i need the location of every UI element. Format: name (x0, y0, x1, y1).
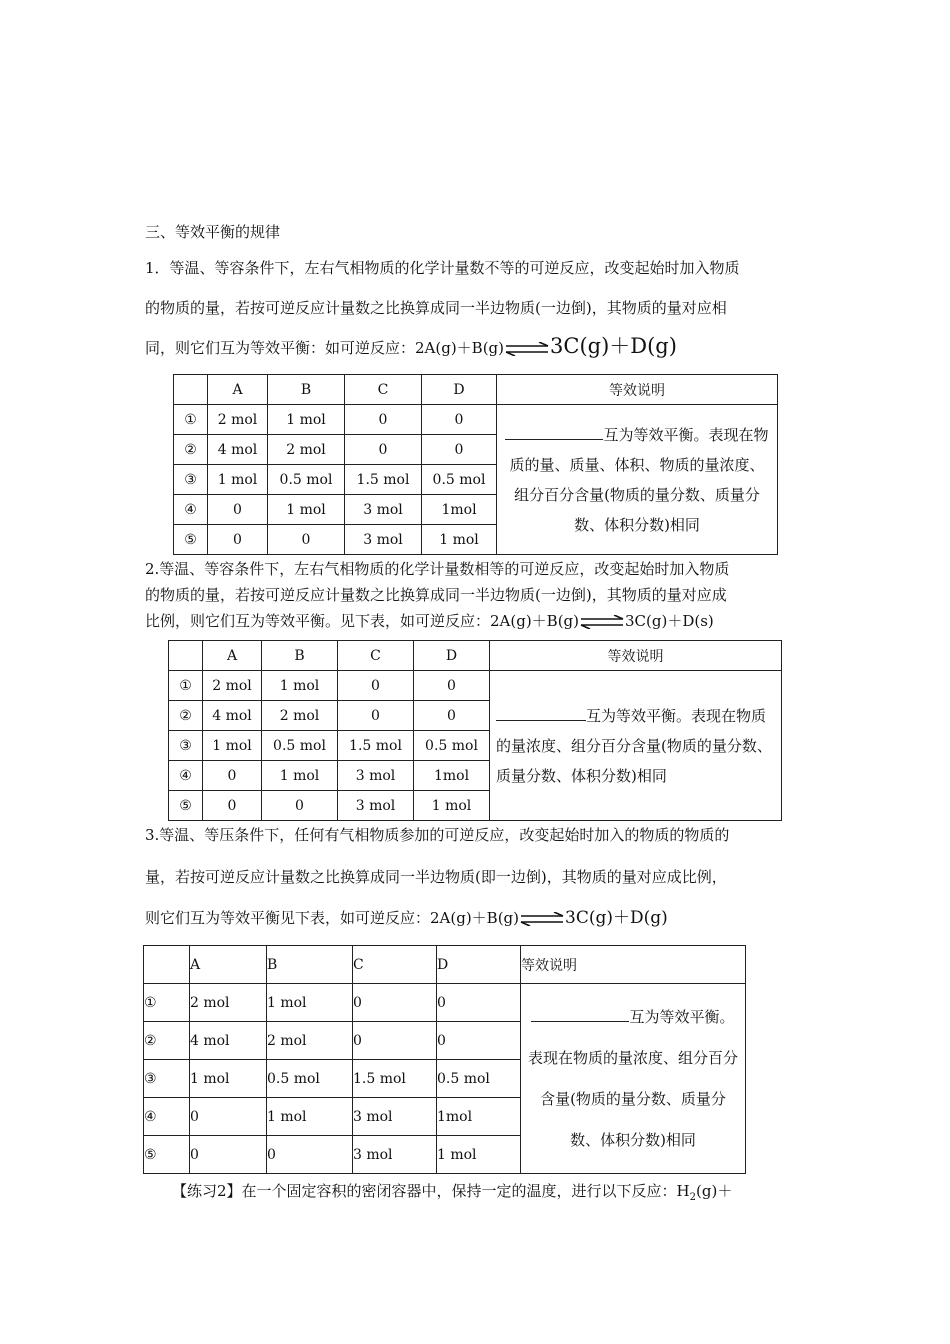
header-cell: C (338, 641, 414, 671)
cell-a: 1 mol (190, 1060, 267, 1098)
header-cell: C (353, 946, 437, 984)
answer-blank[interactable] (496, 706, 586, 721)
header-cell: C (345, 375, 422, 405)
header-cell: D (422, 375, 497, 405)
row-index: ① (169, 671, 203, 701)
cell-b: 1 mol (268, 495, 345, 525)
cell-d: 1 mol (422, 525, 497, 555)
cell-d: 0 (437, 1022, 521, 1060)
rule2-line1: 2.等温、等容条件下，左右气相物质的化学计量数相等的可逆反应，改变起始时加入物质 (145, 560, 730, 578)
equilibrium-arrow-icon (520, 912, 564, 926)
row-index: ⑤ (169, 791, 203, 821)
row-index: ⑤ (174, 525, 208, 555)
cell-b: 1 mol (268, 405, 345, 435)
note-text: 互为等效平衡。表现在物质的量浓度、组分百分含量(物质的量分数、质量分数、体积分数)相同 (496, 706, 772, 785)
cell-a: 2 mol (203, 671, 262, 701)
cell-a: 0 (208, 525, 268, 555)
rule1-reactants: 同，则它们互为等效平衡：如可逆反应：2A(g)＋B(g) (145, 339, 505, 357)
section-heading: 三、等效平衡的规律 (145, 223, 281, 241)
cell-c: 3 mol (338, 791, 414, 821)
equivalence-note (521, 984, 746, 1174)
row-index: ③ (174, 465, 208, 495)
rule1-products: 3C(g)＋D(g) (550, 334, 677, 358)
cell-c: 0 (345, 435, 422, 465)
row-index: ④ (169, 761, 203, 791)
cell-d: 0 (422, 405, 497, 435)
exercise-text: 在一个固定容积的密闭容器中，保持一定的温度，进行以下反应：H (241, 1182, 690, 1200)
cell-d: 0 (422, 435, 497, 465)
cell-b: 2 mol (262, 701, 338, 731)
note-text: 互为等效平衡。表现在物质的量、质量、体积、物质的量浓度、组分百分含量(物质的量分数、质量分数、体积分数)相同 (509, 425, 769, 534)
cell-a: 4 mol (203, 701, 262, 731)
rule3-products: 3C(g)＋D(g) (565, 908, 668, 928)
table-row (144, 984, 746, 1022)
cell-b: 2 mol (268, 435, 345, 465)
equilibrium-arrow-icon (505, 342, 549, 356)
row-index: ② (174, 435, 208, 465)
cell-a: 0 (190, 1098, 267, 1136)
table-header-row (144, 946, 746, 984)
rule2-line3 (145, 611, 810, 631)
table-header-row (169, 641, 782, 671)
rule3-line2: 量，若按可逆反应计量数之比换算成同一半边物质(即一边倒)，其物质的量对应成比例， (145, 868, 727, 886)
header-cell: A (190, 946, 267, 984)
cell-d: 1mol (437, 1098, 521, 1136)
rule2-reactants: 比例，则它们互为等效平衡。见下表，如可逆反应：2A(g)＋B(g) (145, 612, 580, 630)
cell-d: 0.5 mol (437, 1060, 521, 1098)
cell-d: 1 mol (437, 1136, 521, 1174)
header-cell: D (437, 946, 521, 984)
cell-b: 0.5 mol (267, 1060, 353, 1098)
equivalence-note (497, 405, 778, 555)
equivalence-note (490, 671, 782, 821)
header-cell: B (267, 946, 353, 984)
cell-a: 0 (190, 1136, 267, 1174)
table-1 (173, 374, 778, 555)
rule1-line1: 1．等温、等容条件下，左右气相物质的化学计量数不等的可逆反应，改变起始时加入物质 (145, 259, 740, 277)
table-3 (143, 945, 746, 1174)
cell-c: 3 mol (353, 1098, 437, 1136)
cell-a: 0 (203, 791, 262, 821)
rule1-line3 (145, 336, 810, 358)
cell-d: 0 (437, 984, 521, 1022)
exercise-tail: (g)＋ (696, 1182, 733, 1200)
answer-blank[interactable] (505, 425, 603, 440)
cell-d: 0 (414, 671, 490, 701)
cell-a: 0 (208, 495, 268, 525)
header-cell: B (262, 641, 338, 671)
cell-a: 4 mol (208, 435, 268, 465)
rule3-line1: 3.等温、等压条件下，任何有气相物质参加的可逆反应，改变起始时加入的物质的物质的 (145, 826, 730, 844)
cell-a: 1 mol (203, 731, 262, 761)
cell-c: 3 mol (345, 525, 422, 555)
cell-c: 0 (338, 701, 414, 731)
row-index: ③ (144, 1060, 190, 1098)
cell-b: 1 mol (267, 984, 353, 1022)
exercise-subscript: 2 (689, 1192, 697, 1203)
cell-c: 3 mol (353, 1136, 437, 1174)
header-cell (174, 375, 208, 405)
exercise-label: 【练习2】 (172, 1182, 242, 1200)
cell-c: 0 (353, 1022, 437, 1060)
rule2-line2: 的物质的量，若按可逆反应计量数之比换算成同一半边物质(一边倒)，其物质的量对应成 (145, 586, 727, 604)
cell-d: 0.5 mol (414, 731, 490, 761)
cell-b: 0.5 mol (268, 465, 345, 495)
header-cell: D (414, 641, 490, 671)
header-cell: 等效说明 (490, 641, 782, 671)
cell-b: 0 (268, 525, 345, 555)
header-cell: 等效说明 (497, 375, 778, 405)
header-cell (144, 946, 190, 984)
cell-c: 0 (353, 984, 437, 1022)
cell-b: 0 (267, 1136, 353, 1174)
cell-b: 1 mol (262, 761, 338, 791)
table-2 (168, 640, 782, 821)
row-index: ④ (144, 1098, 190, 1136)
cell-b: 2 mol (267, 1022, 353, 1060)
header-cell: 等效说明 (521, 946, 746, 984)
row-index: ① (174, 405, 208, 435)
rule3-reactants: 则它们互为等效平衡见下表，如可逆反应：2A(g)＋B(g) (145, 909, 520, 927)
equilibrium-arrow-icon (580, 615, 624, 629)
cell-b: 0 (262, 791, 338, 821)
cell-a: 2 mol (190, 984, 267, 1022)
cell-c: 1.5 mol (345, 465, 422, 495)
cell-a: 0 (203, 761, 262, 791)
cell-c: 1.5 mol (338, 731, 414, 761)
row-index: ① (144, 984, 190, 1022)
rule3-line3 (145, 908, 810, 928)
table-row (174, 405, 778, 435)
cell-d: 1mol (414, 761, 490, 791)
cell-c: 0 (345, 405, 422, 435)
answer-blank[interactable] (531, 1007, 629, 1022)
header-cell (169, 641, 203, 671)
row-index: ③ (169, 731, 203, 761)
cell-a: 2 mol (208, 405, 268, 435)
header-cell: A (208, 375, 268, 405)
row-index: ⑤ (144, 1136, 190, 1174)
cell-c: 1.5 mol (353, 1060, 437, 1098)
cell-d: 1mol (422, 495, 497, 525)
cell-c: 3 mol (345, 495, 422, 525)
row-index: ④ (174, 495, 208, 525)
cell-d: 1 mol (414, 791, 490, 821)
header-cell: B (268, 375, 345, 405)
cell-d: 0.5 mol (422, 465, 497, 495)
cell-b: 1 mol (267, 1098, 353, 1136)
cell-a: 1 mol (208, 465, 268, 495)
cell-d: 0 (414, 701, 490, 731)
note-text: 互为等效平衡。表现在物质的量浓度、组分百分含量(物质的量分数、质量分数、体积分数)相同 (527, 1007, 738, 1149)
header-cell: A (203, 641, 262, 671)
table-header-row (174, 375, 778, 405)
cell-a: 4 mol (190, 1022, 267, 1060)
row-index: ② (144, 1022, 190, 1060)
cell-c: 0 (338, 671, 414, 701)
cell-b: 1 mol (262, 671, 338, 701)
row-index: ② (169, 701, 203, 731)
table-row (169, 671, 782, 701)
exercise-2 (172, 1181, 837, 1208)
rule1-line2: 的物质的量，若按可逆反应计量数之比换算成同一半边物质(一边倒)，其物质的量对应相 (145, 299, 727, 317)
cell-c: 3 mol (338, 761, 414, 791)
cell-b: 0.5 mol (262, 731, 338, 761)
rule2-products: 3C(g)＋D(s) (625, 612, 714, 630)
